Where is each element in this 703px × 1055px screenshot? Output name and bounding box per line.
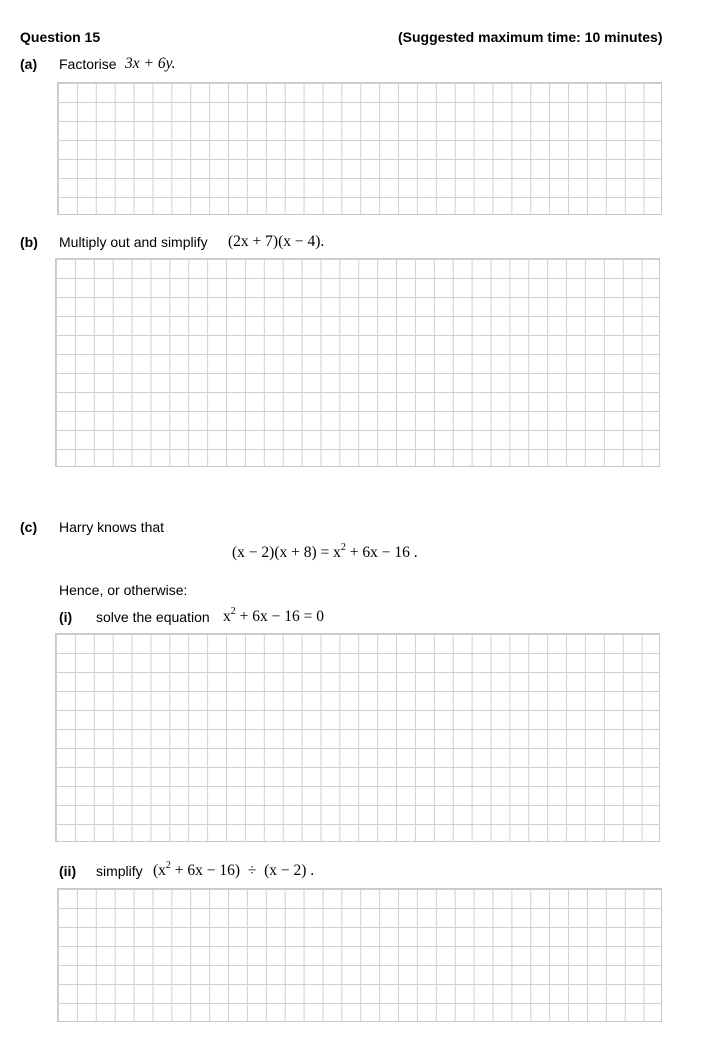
identity-right: + 6x − 16 . — [345, 544, 418, 561]
part-c-identity — [232, 541, 418, 562]
sub-ii-instruction: simplify — [96, 863, 143, 879]
sub-i-instruction: solve the equation — [96, 609, 210, 625]
part-b-instruction: Multiply out and simplify — [59, 234, 208, 250]
sub-i-eq-right: + 6x − 16 = 0 — [235, 608, 324, 625]
sub-ii-expr-left: (x — [153, 862, 166, 879]
identity-left: (x − 2)(x + 8) = x — [232, 544, 341, 561]
sub-i-eq-exponent: 2 — [230, 605, 236, 617]
part-c-hence: Hence, or otherwise: — [59, 582, 188, 598]
answer-grid-a[interactable] — [57, 82, 662, 215]
suggested-time: (Suggested maximum time: 10 minutes) — [398, 29, 663, 45]
sub-i-label: (i) — [59, 609, 73, 625]
part-a-expression: 3x + 6y. — [125, 55, 176, 72]
question-title: Question 15 — [20, 29, 101, 45]
sub-ii-expr-right: + 6x − 16) ÷ (x − 2) . — [170, 862, 315, 879]
answer-grid-c-i[interactable] — [55, 633, 660, 842]
part-b-expression: (2x + 7)(x − 4). — [228, 233, 325, 250]
answer-grid-b[interactable] — [55, 258, 660, 467]
identity-exponent: 2 — [340, 541, 346, 553]
answer-grid-c-ii[interactable] — [57, 888, 662, 1022]
sub-ii-label: (ii) — [59, 863, 77, 879]
part-b-label: (b) — [20, 234, 38, 250]
part-c-label: (c) — [20, 519, 38, 535]
sub-i-equation — [223, 605, 324, 626]
part-c-intro: Harry knows that — [59, 519, 165, 535]
sub-ii-expression — [153, 859, 315, 880]
part-a-instruction: Factorise — [59, 56, 117, 72]
sub-i-eq-left: x — [223, 608, 231, 625]
sub-ii-expr-exponent: 2 — [165, 859, 171, 871]
part-a-label: (a) — [20, 56, 38, 72]
